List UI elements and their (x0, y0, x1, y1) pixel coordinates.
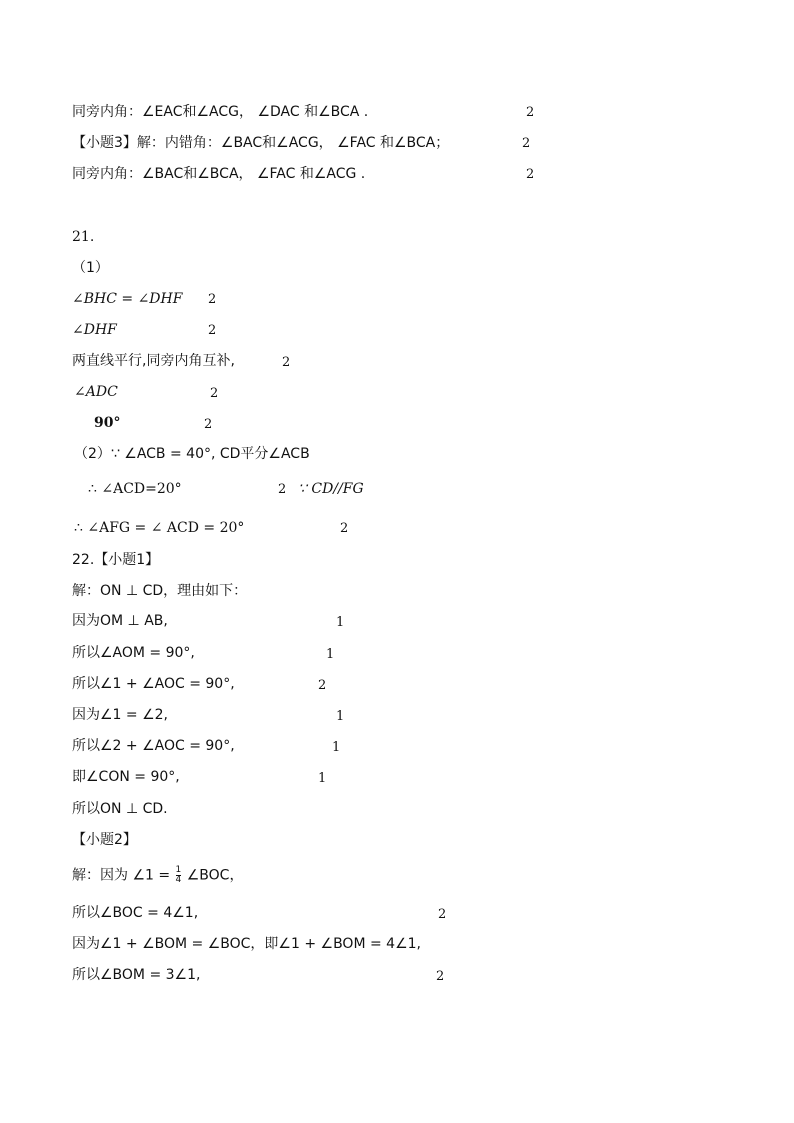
score-line-2: 2 (522, 136, 531, 151)
answer-line-13: ∴ ∠AFG = ∠ ACD = 20° (74, 520, 245, 536)
fraction-one-quarter (176, 866, 182, 885)
answer-line-19: 因为∠1 = ∠2, (72, 707, 168, 723)
fraction-suffix: ∠BOC， (186, 867, 244, 884)
score-line-19: 1 (336, 709, 345, 724)
score-line-16: 1 (336, 615, 345, 630)
answer-line-22: 所以ON ⊥ CD. (72, 801, 168, 817)
answer-line-18: 所以∠1 + ∠AOC = 90°, (72, 676, 235, 692)
fraction-numerator: 1 (175, 865, 182, 875)
answer-line-6: ∠BHC = ∠DHF (72, 291, 183, 307)
score-line-1: 2 (526, 105, 535, 120)
score-line-8: 2 (282, 355, 291, 370)
part-label-1: （1） (72, 260, 109, 276)
answer-line-26: 因为∠1 + ∠BOM = ∠BOC，即∠1 + ∠BOM = 4∠1, (72, 936, 421, 952)
score-line-12: 2 (278, 482, 287, 497)
answer-line-12: ∴ ∠ACD=20° (88, 481, 182, 497)
answer-line-8: 两直线平行,同旁内角互补, (72, 353, 235, 369)
answer-line-21: 即∠CON = 90°, (72, 769, 180, 785)
answer-line-10: 90° (94, 415, 121, 431)
answer-line-9: ∠ADC (74, 384, 118, 400)
answer-line-20: 所以∠2 + ∠AOC = 90°, (72, 738, 235, 754)
score-line-7: 2 (208, 323, 217, 338)
answer-line-1: 同旁内角：∠EAC和∠ACG， ∠DAC 和∠BCA . (72, 104, 369, 120)
answer-line-24 (72, 866, 243, 885)
answer-line-27: 所以∠BOM = 3∠1, (72, 967, 201, 983)
score-line-21: 1 (318, 771, 327, 786)
part-2-given: （2）∵ ∠ACB = 40°, CD平分∠ACB (74, 446, 310, 462)
fraction-prefix: 解：因为 ∠1 = (72, 867, 171, 884)
score-line-17: 1 (326, 647, 335, 662)
score-line-20: 1 (332, 740, 341, 755)
score-line-18: 2 (318, 678, 327, 693)
question-number-22: 22.【小题1】 (72, 552, 160, 568)
answer-line-3: 同旁内角：∠BAC和∠BCA， ∠FAC 和∠ACG . (72, 166, 366, 182)
score-line-13: 2 (340, 521, 349, 536)
subquestion-2-heading: 【小题2】 (72, 832, 137, 848)
score-line-27: 2 (436, 969, 445, 984)
answer-line-2: 【小题3】解：内错角：∠BAC和∠ACG， ∠FAC 和∠BCA； (72, 135, 450, 151)
answer-line-25: 所以∠BOC = 4∠1, (72, 905, 199, 921)
answer-line-12-reason: ∵ CD//FG (298, 481, 364, 497)
answer-line-15: 解：ON ⊥ CD，理由如下： (72, 583, 248, 599)
answer-line-17: 所以∠AOM = 90°, (72, 645, 195, 661)
score-line-9: 2 (210, 386, 219, 401)
score-line-10: 2 (204, 417, 213, 432)
answer-line-7: ∠DHF (72, 322, 117, 338)
score-line-25: 2 (438, 907, 447, 922)
question-number-21: 21. (72, 229, 95, 245)
fraction-denominator: 4 (175, 875, 182, 885)
answer-line-16: 因为OM ⊥ AB, (72, 613, 168, 629)
score-line-6: 2 (208, 292, 217, 307)
score-line-3: 2 (526, 167, 535, 182)
